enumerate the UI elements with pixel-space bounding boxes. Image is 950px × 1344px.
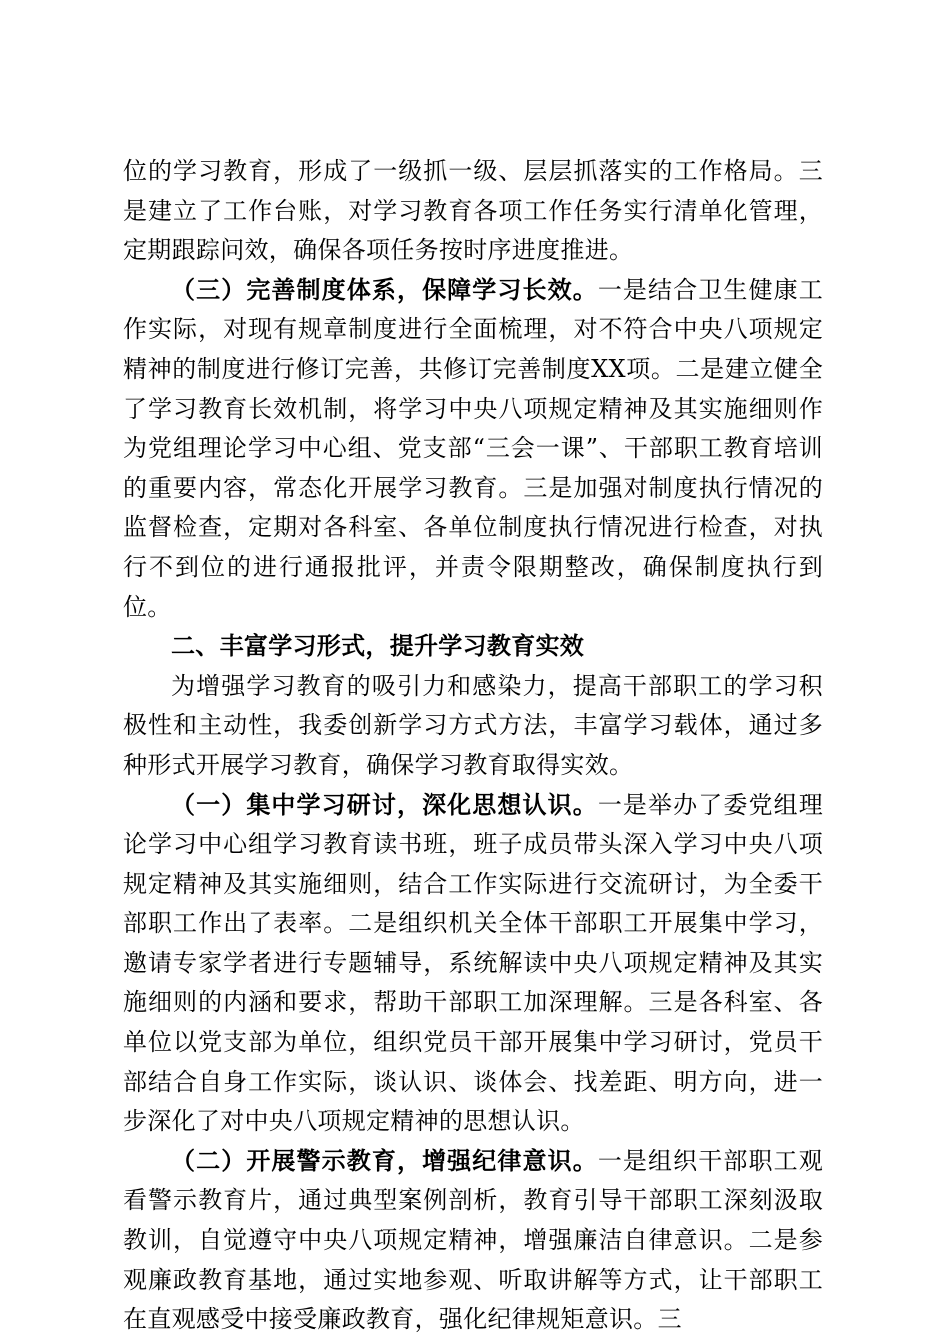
heading-part-2: 二、丰富学习形式，提升学习教育实效	[171, 632, 585, 661]
paragraph-section-3	[123, 271, 823, 627]
subheading-section-3: （三）完善制度体系，保障学习长效。	[171, 275, 598, 304]
paragraph-subsection-2	[123, 1142, 823, 1340]
subheading-subsection-1: （一）集中学习研讨，深化思想认识。	[171, 790, 598, 819]
paragraph-subsection-2-body: 一是组织干部职工观看警示教育片，通过典型案例剖析，教育引导干部职工深刻汲取教训，自觉遵守中央八项规定精神，增强廉洁自律意识。二是参观廉政教育基地，通过实地参观、听取讲解等方式，让干部职工在直观感受中接受廉政教育，强化纪律规矩意识。三	[123, 1146, 823, 1334]
subheading-subsection-2: （二）开展警示教育，增强纪律意识。	[171, 1146, 598, 1175]
document-page	[123, 152, 823, 1340]
paragraph-continuation: 位的学习教育，形成了一级抓一级、层层抓落实的工作格局。三是建立了工作台账，对学习教育各项工作任务实行清单化管理，定期跟踪问效，确保各项任务按时序进度推进。	[123, 157, 823, 265]
paragraph-part-2-intro: 为增强学习教育的吸引力和感染力，提高干部职工的学习积极性和主动性，我委创新学习方式方法，丰富学习载体，通过多种形式开展学习教育，确保学习教育取得实效。	[123, 671, 823, 779]
paragraph-subsection-1	[123, 786, 823, 1142]
paragraph-section-3-body: 一是结合卫生健康工作实际，对现有规章制度进行全面梳理，对不符合中央八项规定精神的制度进行修订完善，共修订完善制度XX项。二是建立健全了学习教育长效机制，将学习中央八项规定精神及其实施细则作为党组理论学习中心组、党支部“三会一课”、干部职工教育培训的重要内容，常态化开展学习教育。三是加强对制度执行情况的监督检查，定期对各科室、各单位制度执行情况进行检查，对执行不到位的进行通报批评，并责令限期整改，确保制度执行到位。	[123, 275, 823, 621]
paragraph-subsection-1-body: 一是举办了委党组理论学习中心组学习教育读书班，班子成员带头深入学习中央八项规定精神及其实施细则，结合工作实际进行交流研讨，为全委干部职工作出了表率。二是组织机关全体干部职工开展集中学习，邀请专家学者进行专题辅导，系统解读中央八项规定精神及其实施细则的内涵和要求，帮助干部职工加深理解。三是各科室、各单位以党支部为单位，组织党员干部开展集中学习研讨，党员干部结合自身工作实际，谈认识、谈体会、找差距、明方向，进一步深化了对中央八项规定精神的思想认识。	[123, 790, 823, 1136]
